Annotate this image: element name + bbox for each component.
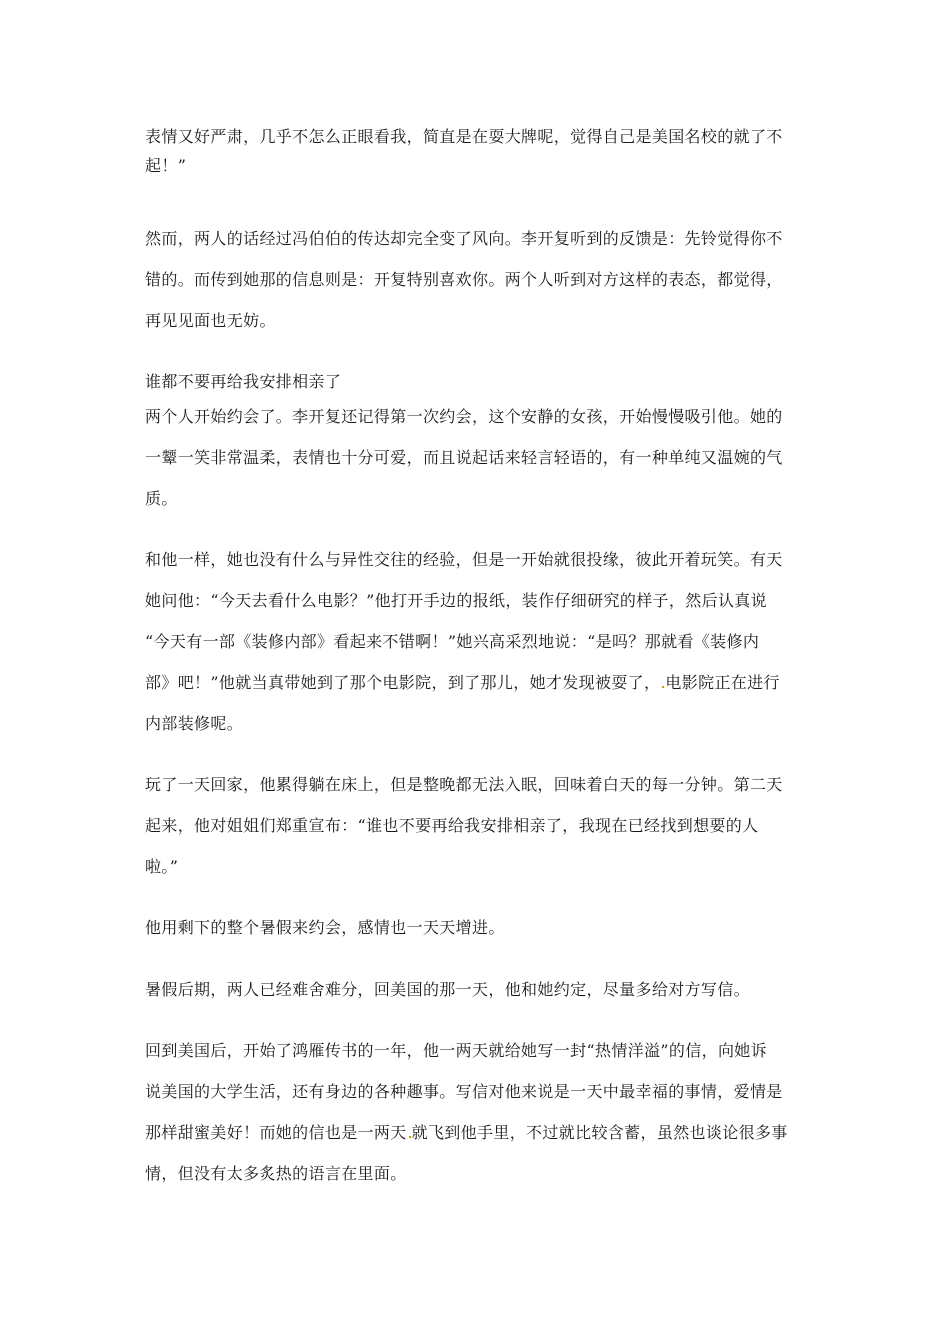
text-line: 暑假后期，两人已经难舍难分，回美国的那一天，他和她约定，尽量多给对方写信。 [145, 980, 750, 999]
text-line: 两个人开始约会了。李开复还记得第一次约会，这个安静的女孩，开始慢慢吸引他。她的 [145, 407, 783, 426]
text-line: 和他一样，她也没有什么与异性交往的经验，但是一开始就很投缘，彼此开着玩笑。有天 [145, 550, 783, 569]
text-line: 她问他：“今天去看什么电影？”他打开手边的报纸，装作仔细研究的样子，然后认真说 [145, 591, 768, 610]
text-line: 玩了一天回家，他累得躺在床上，但是整晚都无法入眠，回味着白天的每一分钟。第二天 [145, 775, 783, 794]
text-line: “今天有一部《装修内部》看起来不错啊！”她兴高采烈地说：“是吗？那就看《装修内 [145, 632, 760, 651]
text-line [145, 672, 780, 694]
section-heading: 谁都不要再给我安排相亲了 [145, 372, 342, 391]
text-segment: 部》吧！”他就当真带她到了那个电影院，到了那儿，她才发现被耍了， [145, 673, 661, 692]
text-line: 情，但没有太多炙热的语言在里面。 [145, 1164, 407, 1183]
text-line: 一颦一笑非常温柔，表情也十分可爱，而且说起话来轻言轻语的，有一种单纯又温婉的气 [145, 448, 783, 467]
text-line: 内部装修呢。 [145, 714, 244, 733]
text-line: 然而，两人的话经过冯伯伯的传达却完全变了风向。李开复听到的反馈是：先铃觉得你不 [145, 229, 783, 248]
text-segment: 那样甜蜜美好！而她的信也是一两天 [145, 1123, 407, 1142]
text-line: 说美国的大学生活，还有身边的各种趣事。写信对他来说是一天中最幸福的事情，爱情是 [145, 1082, 783, 1101]
text-line: 他用剩下的整个暑假来约会，感情也一天天增进。 [145, 918, 505, 937]
text-segment: 电影院正在进行 [665, 673, 780, 692]
text-line: 再见见面也无妨。 [145, 311, 276, 330]
text-line: 起来，他对姐姐们郑重宣布：“谁也不要再给我安排相亲了，我现在已经找到想要的人 [145, 816, 759, 835]
text-line: 质。 [145, 489, 178, 508]
text-line: 表情又好严肃，几乎不怎么正眼看我，简直是在耍大牌呢，觉得自己是美国名校的就了不 [145, 127, 783, 146]
text-line: 起！” [145, 156, 187, 175]
text-line [145, 1122, 788, 1144]
text-line: 啦。” [145, 857, 179, 876]
text-line: 错的。而传到她那的信息则是：开复特别喜欢你。两个人听到对方这样的表态，都觉得， [145, 270, 783, 289]
text-segment: 就飞到他手里，不过就比较含蓄，虽然也谈论很多事 [411, 1123, 788, 1142]
text-line: 回到美国后，开始了鸿雁传书的一年，他一两天就给她写一封“热情洋溢”的信，向她诉 [145, 1041, 768, 1060]
stray-mark [409, 1136, 411, 1138]
